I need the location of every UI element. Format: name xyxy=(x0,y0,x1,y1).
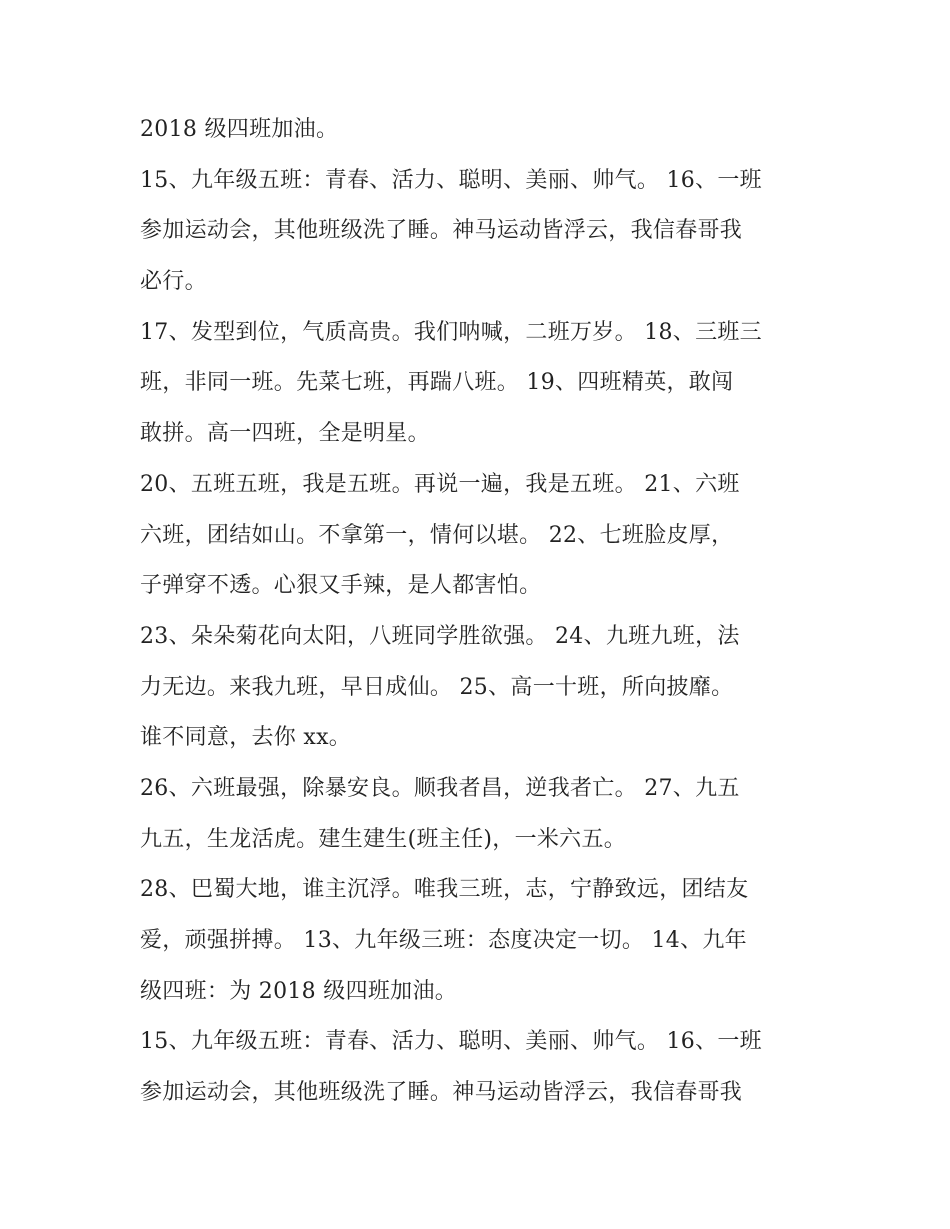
text-line: 力无边。来我九班，早日成仙。 25、高一十班，所向披靡。 xyxy=(140,674,734,700)
text-line: 级四班：为 2018 级四班加油。 xyxy=(140,978,458,1004)
text-line: 17、发型到位，气质高贵。我们呐喊，二班万岁。 18、三班三 xyxy=(140,319,762,345)
text-line: 15、九年级五班：青春、活力、聪明、美丽、帅气。 16、一班 xyxy=(140,1029,762,1055)
text-line: 参加运动会，其他班级洗了睡。神马运动皆浮云，我信春哥我 xyxy=(140,218,743,244)
text-line: 20、五班五班，我是五班。再说一遍，我是五班。 21、六班 xyxy=(140,471,740,497)
text-line: 班，非同一班。先菜七班，再踹八班。 19、四班精英，敢闯 xyxy=(140,370,734,396)
text-line: 子弹穿不透。心狠又手辣，是人都害怕。 xyxy=(140,573,542,599)
text-line: 23、朵朵菊花向太阳，八班同学胜欲强。 24、九班九班，法 xyxy=(140,623,740,649)
text-line: 谁不同意，去你 xx。 xyxy=(140,725,352,751)
text-line: 九五，生龙活虎。建生建生(班主任)，一米六五。 xyxy=(140,826,627,852)
text-line: 敢拼。高一四班，全是明星。 xyxy=(140,421,430,447)
text-line: 必行。 xyxy=(140,269,207,295)
text-line: 参加运动会，其他班级洗了睡。神马运动皆浮云，我信春哥我 xyxy=(140,1080,743,1106)
text-line: 28、巴蜀大地，谁主沉浮。唯我三班，志，宁静致远，团结友 xyxy=(140,877,749,903)
text-line: 2018 级四班加油。 xyxy=(140,117,339,142)
text-line: 15、九年级五班：青春、活力、聪明、美丽、帅气。 16、一班 xyxy=(140,167,762,193)
text-line: 26、六班最强，除暴安良。顺我者昌，逆我者亡。 27、九五 xyxy=(140,775,740,801)
text-line: 六班，团结如山。不拿第一，情何以堪。 22、七班脸皮厚， xyxy=(140,522,734,548)
text-line: 爱，顽强拼搏。 13、九年级三班：态度决定一切。 14、九年 xyxy=(140,928,747,953)
document-body xyxy=(140,105,820,1119)
